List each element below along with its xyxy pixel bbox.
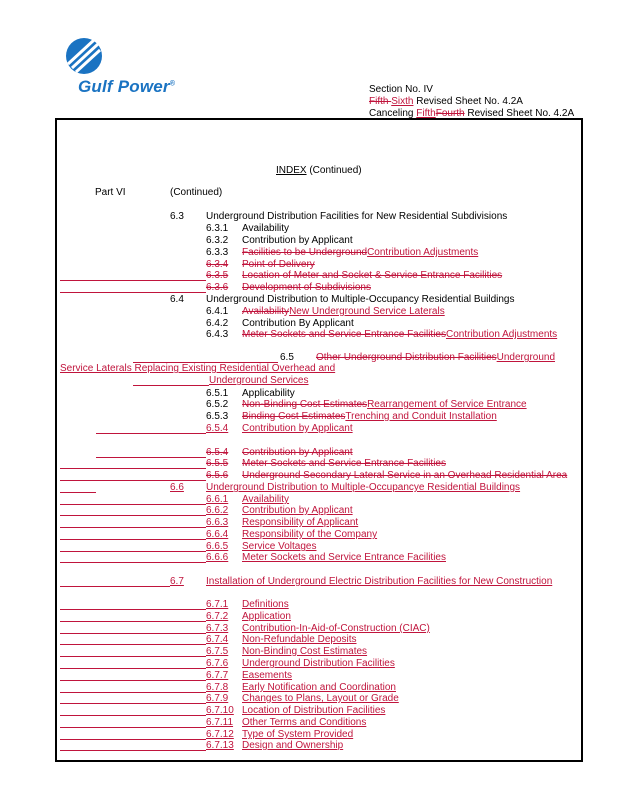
entry-title: Meter Sockets and Service Entrance Facilities (242, 552, 446, 563)
entry-title: Non-Binding Cost Estimates (242, 646, 368, 657)
entry-number: 6.6.1 (206, 494, 229, 505)
entry-title: Non-Refundable Deposits (242, 634, 357, 645)
entry-title: Contribution By Applicant (242, 318, 354, 329)
revision-rule (60, 280, 206, 281)
entry-title: Contribution by Applicant (242, 447, 353, 458)
entry-number: 6.7.12 (206, 729, 234, 740)
entry-number: 6.4.2 (206, 318, 229, 329)
entry-title: Responsibility of the Company (242, 529, 378, 540)
revision-rule (60, 504, 206, 505)
entry-number: 6.5.6 (206, 470, 229, 481)
revision-rule (60, 562, 206, 563)
entry-number: 6.5.1 (206, 388, 229, 399)
entry-title: Underground Distribution to Multiple-Occupancy Residential Buildings (206, 294, 515, 305)
header-section: Section No. IV (369, 84, 433, 95)
entry-number: 6.3.4 (206, 259, 229, 270)
entry-number: 6.6.2 (206, 505, 229, 516)
entry-title: Type of System Provided (242, 729, 354, 740)
entry-title: Design and Ownership (242, 740, 344, 751)
entry-title: AvailabilityNew Underground Service Laterals (242, 306, 445, 317)
entry-number: 6.7.1 (206, 599, 229, 610)
entry-title: Location of Distribution Facilities (242, 705, 386, 716)
revision-rule (60, 633, 206, 634)
entry-title: Underground Secondary Lateral Service in an Overhead Residential Area (242, 470, 568, 481)
revision-rule (60, 621, 206, 622)
entry-title: Application (242, 611, 291, 622)
entry-title: Meter Sockets and Service Entrance Facilities (242, 458, 446, 469)
entry-number: 6.6 (170, 482, 184, 493)
entry-title: Early Notification and Coordination (242, 682, 396, 693)
entry-number: 6.5.2 (206, 399, 229, 410)
entry-number: 6.6.3 (206, 517, 229, 528)
entry-number: 6.7.6 (206, 658, 229, 669)
revision-rule (60, 656, 206, 657)
page-title: INDEX (Continued) (276, 165, 362, 176)
entry-number: 6.7.2 (206, 611, 229, 622)
revision-rule (60, 692, 206, 693)
entry-title: Changes to Plans, Layout or Grade (242, 693, 399, 704)
entry-title: Availability (242, 223, 290, 234)
entry-number: 6.5.4 (206, 447, 229, 458)
revision-rule (60, 727, 206, 728)
revision-rule (60, 644, 206, 645)
entry-number: 6.3.6 (206, 282, 229, 293)
entry-number: 6.7.5 (206, 646, 229, 657)
entry-title: Other Underground Distribution FacilitiesUnderground (316, 352, 556, 363)
revision-rule (60, 715, 206, 716)
revision-rule (133, 385, 209, 386)
entry-number: 6.3.2 (206, 235, 229, 246)
revision-rule (60, 539, 206, 540)
revision-rule (60, 515, 206, 516)
entry-title: Availability (242, 494, 290, 505)
entry-number: 6.5.3 (206, 411, 229, 422)
entry-title: Development of Subdivisions (242, 282, 371, 293)
entry-number: 6.5 (280, 352, 294, 363)
entry-number: 6.3 (170, 211, 184, 222)
entry-title: Contribution-In-Aid-of-Construction (CIAC) (242, 623, 430, 634)
entry-title: Location of Meter and Socket & Service Entrance Facilities (242, 270, 503, 281)
entry-title: Facilities to be UndergroundContribution Adjustments (242, 247, 479, 258)
entry-title: Responsibility of Applicant (242, 517, 359, 528)
revision-rule (60, 292, 206, 293)
entry-title: Underground Distribution to Multiple-Occupancye Residential Buildings (206, 482, 521, 493)
entry-number: 6.4 (170, 294, 184, 305)
revision-rule (60, 668, 206, 669)
entry-number: 6.7.9 (206, 693, 229, 704)
entry-title: Service Laterals Replacing Existing Residential Overhead and (60, 363, 336, 374)
logo-wordmark: Gulf Power® (78, 77, 176, 96)
part-continued: (Continued) (170, 187, 223, 198)
entry-number: 6.4.1 (206, 306, 229, 317)
revision-rule (60, 750, 206, 751)
header-revised-line: Fifth Sixth Revised Sheet No. 4.2A (369, 96, 523, 107)
entry-title: Contribution by Applicant (242, 423, 353, 434)
entry-title: Underground Distribution Facilities for New Residential Subdivisions (206, 211, 508, 222)
entry-title: Underground Distribution Facilities (242, 658, 395, 669)
entry-title: Underground Services (209, 375, 309, 386)
entry-number: 6.6.4 (206, 529, 229, 540)
entry-number: 6.5.4 (206, 423, 229, 434)
entry-number: 6.5.5 (206, 458, 229, 469)
revision-rule (60, 480, 206, 481)
entry-number: 6.3.5 (206, 270, 229, 281)
entry-number: 6.3.1 (206, 223, 229, 234)
revision-rule (96, 433, 206, 434)
entry-title: Point of Delivery (242, 259, 315, 270)
entry-number: 6.4.3 (206, 329, 229, 340)
header-canceling-line: Canceling FifthFourth Revised Sheet No. 4.2A (369, 108, 575, 119)
revision-rule (60, 739, 206, 740)
entry-number: 6.3.3 (206, 247, 229, 258)
entry-number: 6.6.5 (206, 541, 229, 552)
entry-number: 6.7.10 (206, 705, 234, 716)
entry-number: 6.7.13 (206, 740, 234, 751)
revision-rule (60, 703, 206, 704)
entry-title: Installation of Underground Electric Distribution Facilities for New Construction (206, 576, 553, 587)
part-label: Part VI (95, 187, 126, 198)
entry-number: 6.7.11 (206, 717, 234, 728)
entry-title: Definitions (242, 599, 289, 610)
entry-title: Meter Sockets and Service Entrance FacilitiesContribution Adjustments (242, 329, 558, 340)
entry-number: 6.6.6 (206, 552, 229, 563)
entry-title: Easements (242, 670, 293, 681)
entry-number: 6.7 (170, 576, 184, 587)
revision-rule (60, 551, 206, 552)
revision-rule (96, 457, 206, 458)
entry-number: 6.7.3 (206, 623, 229, 634)
entry-number: 6.7.8 (206, 682, 229, 693)
revision-rule (60, 468, 206, 469)
entry-title: Contribution by Applicant (242, 505, 353, 516)
entry-number: 6.7.7 (206, 670, 229, 681)
entry-title: Other Terms and Conditions (242, 717, 367, 728)
entry-title: Applicability (242, 388, 295, 399)
revision-rule (60, 680, 206, 681)
revision-rule (60, 492, 96, 493)
revision-rule (60, 527, 206, 528)
entry-title: Service Voltages (242, 541, 317, 552)
entry-title: Non-Binding Cost EstimatesRearrangement of Service Entrance (242, 399, 527, 410)
entry-number: 6.7.4 (206, 634, 229, 645)
revision-rule (60, 609, 206, 610)
entry-title: Contribution by Applicant (242, 235, 353, 246)
entry-title: Binding Cost EstimatesTrenching and Conduit Installation (242, 411, 497, 422)
revision-rule (60, 586, 170, 587)
